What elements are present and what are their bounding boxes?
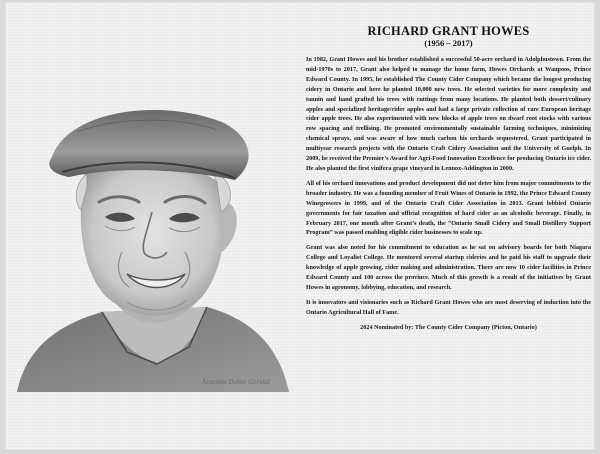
biography-paragraph: It is innovators and visionaries such as Richard Grant Howes who are most deserving of induction into the Ontario Agricultural Hall of Fame. (306, 298, 591, 316)
nominated-by: 2024 Nominated by: The County Cider Company (Picton, Ontario) (360, 323, 537, 331)
biography-paragraph: All of his orchard innovations and product development did not deter him from major commitments to the broader industry. He was a founding member of Fruit Wines of Ontario in 1992, the Prince Edward County Winegrowers in 1999, and of the Ontario Craft Cider Association in 2013. Grant lobbied Ontario governments for fair taxation and official recognition of hard cider as an alcoholic beverage. Finally, in February 2017, one month after Grant’s death, the “Ontario Small Cidery and Small Distillery Support Program” was passed enabling eligible cider businesses to scale up. (306, 179, 591, 237)
artist-signature: Amanda Dalee Gorskil (202, 379, 270, 386)
biography-paragraph: Grant was also noted for his commitment to education as he sat on advisory boards for both Niagara College and Loyalist College. He mentored several startup cideries and he paid his staff to upgrade their knowledge of apple growing, cider making and administration. There are now 10 cider facilities in Prince Edward County and 100 across the province. Much of this growth is a result of the initiatives by Grant Howes in agronomy, lobbying, education, and research. (306, 244, 591, 291)
hall-of-fame-plaque (5, 2, 595, 450)
pencil-portrait-icon (7, 102, 297, 392)
biography-column (306, 12, 591, 448)
inductee-dates: (1956 – 2017) (424, 38, 473, 48)
inductee-name: RICHARD GRANT HOWES (367, 24, 530, 38)
biography-paragraph: In 1982, Grant Howes and his brother established a successful 50-acre orchard in Adolphustown. From the mid-1970s to 2017, Grant also helped to manage the home farm, Howes Orchards at Waupoos, Prince Edward County. In 1995, he established The County Cider Company which became the longest producing cidery in Ontario and here he planted 10,000 new trees. He selected varieties for more complexity and tannin and hand grafted his trees with cuttings from many locations. He planted both dessert/culinary apples and specialized heritage/cider apples and had a large private collection of rare European heritage cider apple trees. He also experimented with new blocks of apple trees on dwarf root stocks with various row spacing and trellising. He promoted environmentally sustainable farming techniques, minimizing chemical sprays, and was aware of how much carbon his orchards sequestered. Grant participated in multiyear research projects with the Ontario Craft Cidery Association and the University of Guelph. In 2009, he received the Premier’s Award for Agri-Food Innovation Excellence for producing Ontario ice cider. He also planted the first vinifera grape vineyard in Lennox-Addington in 2000. (306, 56, 591, 172)
